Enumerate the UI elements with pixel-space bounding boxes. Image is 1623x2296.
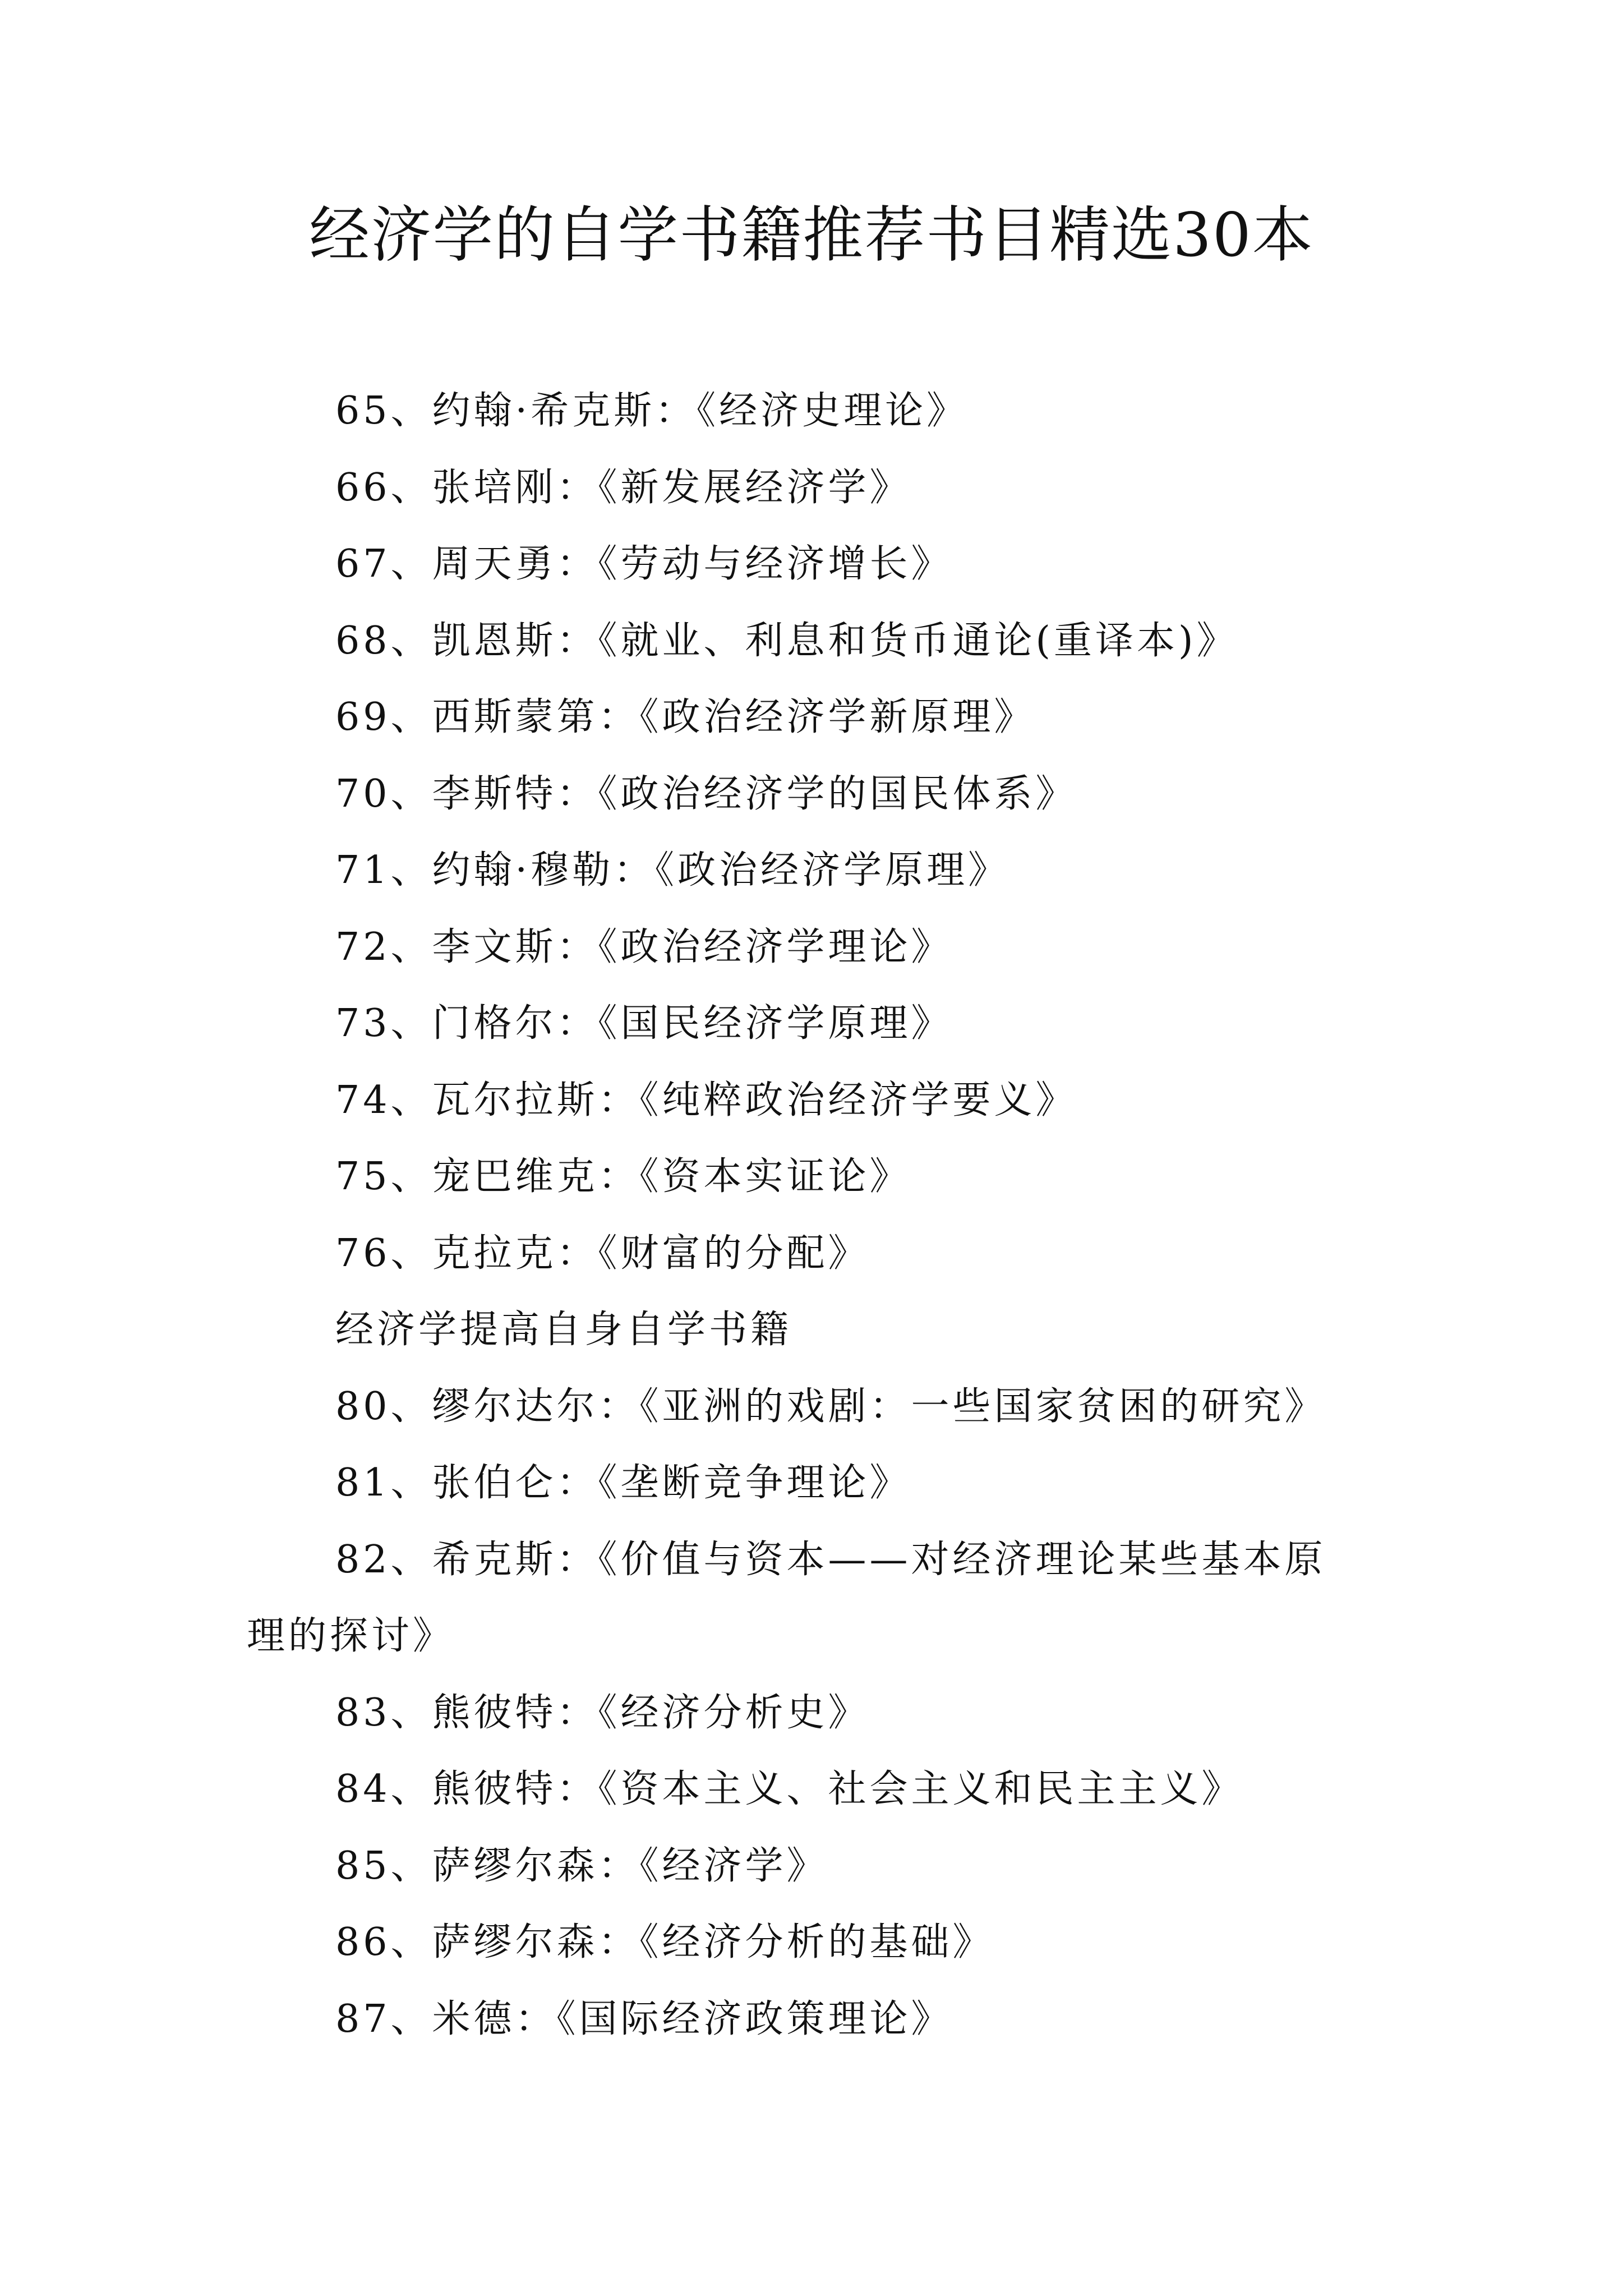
list-item-continuation: 理的探讨》 [247, 1614, 455, 1658]
list-item: 76、克拉克：《财富的分配》 [335, 1231, 870, 1276]
list-item: 81、张伯仑：《垄断竞争理论》 [335, 1461, 911, 1505]
list-item: 69、西斯蒙第：《政治经济学新原理》 [335, 695, 1036, 739]
list-item: 72、李文斯：《政治经济学理论》 [335, 924, 953, 969]
list-item: 65、约翰·希克斯：《经济史理论》 [335, 389, 969, 433]
book-list [247, 373, 1391, 2058]
page-title: 经济学的自学书籍推荐书目精选30本 [309, 200, 1314, 270]
list-item: 71、约翰·穆勒：《政治经济学原理》 [335, 848, 1010, 892]
list-item: 73、门格尔：《国民经济学原理》 [335, 1001, 953, 1046]
list-item: 74、瓦尔拉斯：《纯粹政治经济学要义》 [335, 1078, 1077, 1122]
list-item: 84、熊彼特：《资本主义、社会主义和民主主义》 [335, 1767, 1243, 1811]
list-item: 82、希克斯：《价值与资本——对经济理论某些基本原 [335, 1537, 1326, 1582]
list-item: 86、萨缪尔森：《经济分析的基础》 [335, 1920, 994, 1964]
list-item: 87、米德：《国际经济政策理论》 [335, 1996, 953, 2041]
list-item: 67、周天勇：《劳动与经济增长》 [335, 542, 953, 586]
list-item: 68、凯恩斯：《就业、利息和货币通论(重译本)》 [335, 618, 1238, 663]
list-item: 80、缪尔达尔：《亚洲的戏剧：一些国家贫困的研究》 [335, 1384, 1326, 1429]
list-item: 83、熊彼特：《经济分析史》 [335, 1690, 870, 1735]
list-item: 85、萨缪尔森：《经济学》 [335, 1843, 828, 1888]
list-item: 70、李斯特：《政治经济学的国民体系》 [335, 771, 1077, 816]
list-item: 66、张培刚：《新发展经济学》 [335, 465, 911, 510]
list-item: 经济学提高自身自学书籍 [335, 1308, 792, 1352]
list-item: 75、宠巴维克：《资本实证论》 [335, 1154, 911, 1199]
